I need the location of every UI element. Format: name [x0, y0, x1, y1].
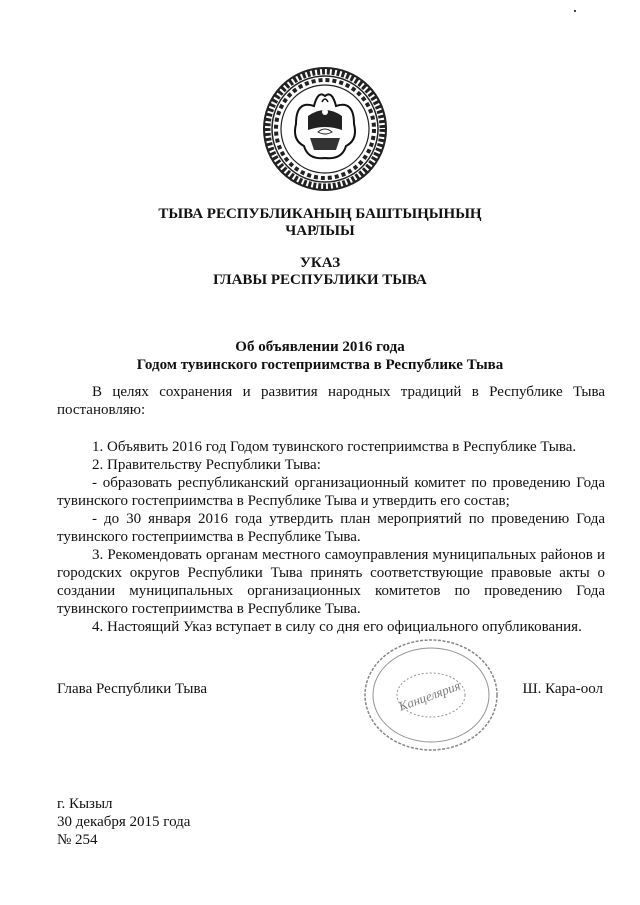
body-item-2: 2. Правительству Республики Тыва:: [92, 457, 321, 473]
footer-city: г. Кызыл: [57, 796, 113, 812]
body-intro: В целях сохранения и развития народных традиций в Республике Тыва постановляю:: [57, 384, 605, 418]
body-item-4: 4. Настоящий Указ вступает в силу со дня его официального опубликования.: [92, 619, 582, 635]
subject-line-2: Годом тувинского гостеприимства в Республике Тыва: [136, 357, 504, 373]
coat-of-arms-of-tuva-icon: [262, 66, 388, 192]
body-item-2b: - до 30 января 2016 года утвердить план мероприятий по проведению Года тувинского гостеприимства в Республике Тыва.: [57, 511, 605, 545]
header-line-2: ЧАРЛЫЫ: [285, 223, 355, 239]
signature-position: Глава Республики Тыва: [57, 681, 208, 697]
decree-body: [57, 383, 605, 636]
body-item-3: 3. Рекомендовать органам местного самоуправления муниципальных районов и городских округов Республики Тыва принять соответствующие правовые акты о создании муниципальных организационных комитетов по проведению Года тувинского гостеприимства в Республике Тыва.: [57, 547, 605, 617]
header-tuvan-title: [0, 206, 640, 240]
body-item-1: 1. Объявить 2016 год Годом тувинского гостеприимства в Республике Тыва.: [92, 439, 577, 455]
decree-subject: [0, 338, 640, 374]
header-line-1: ТЫВА РЕСПУБЛИКАНЫҢ БАШТЫҢЫНЫҢ: [158, 206, 482, 222]
office-stamp: [362, 636, 500, 754]
header-russian-title: [0, 255, 640, 289]
signature-name: Ш. Кара-оол: [522, 681, 603, 697]
body-item-2a: - образовать республиканский организационный комитет по проведению Года тувинского гостеприимства в Республике Тыва и утвердить его состав;: [57, 475, 605, 509]
header-line-3: УКАЗ: [299, 255, 341, 271]
scan-speck: [574, 10, 576, 12]
footer-date: 30 декабря 2015 года: [57, 814, 191, 830]
footer-number: № 254: [57, 832, 98, 848]
header-line-4: ГЛАВЫ РЕСПУБЛИКИ ТЫВА: [213, 272, 427, 288]
subject-line-1: Об объявлении 2016 года: [235, 339, 405, 355]
stamp-text: Канцелярия: [396, 677, 463, 714]
decree-footer: [57, 795, 190, 849]
